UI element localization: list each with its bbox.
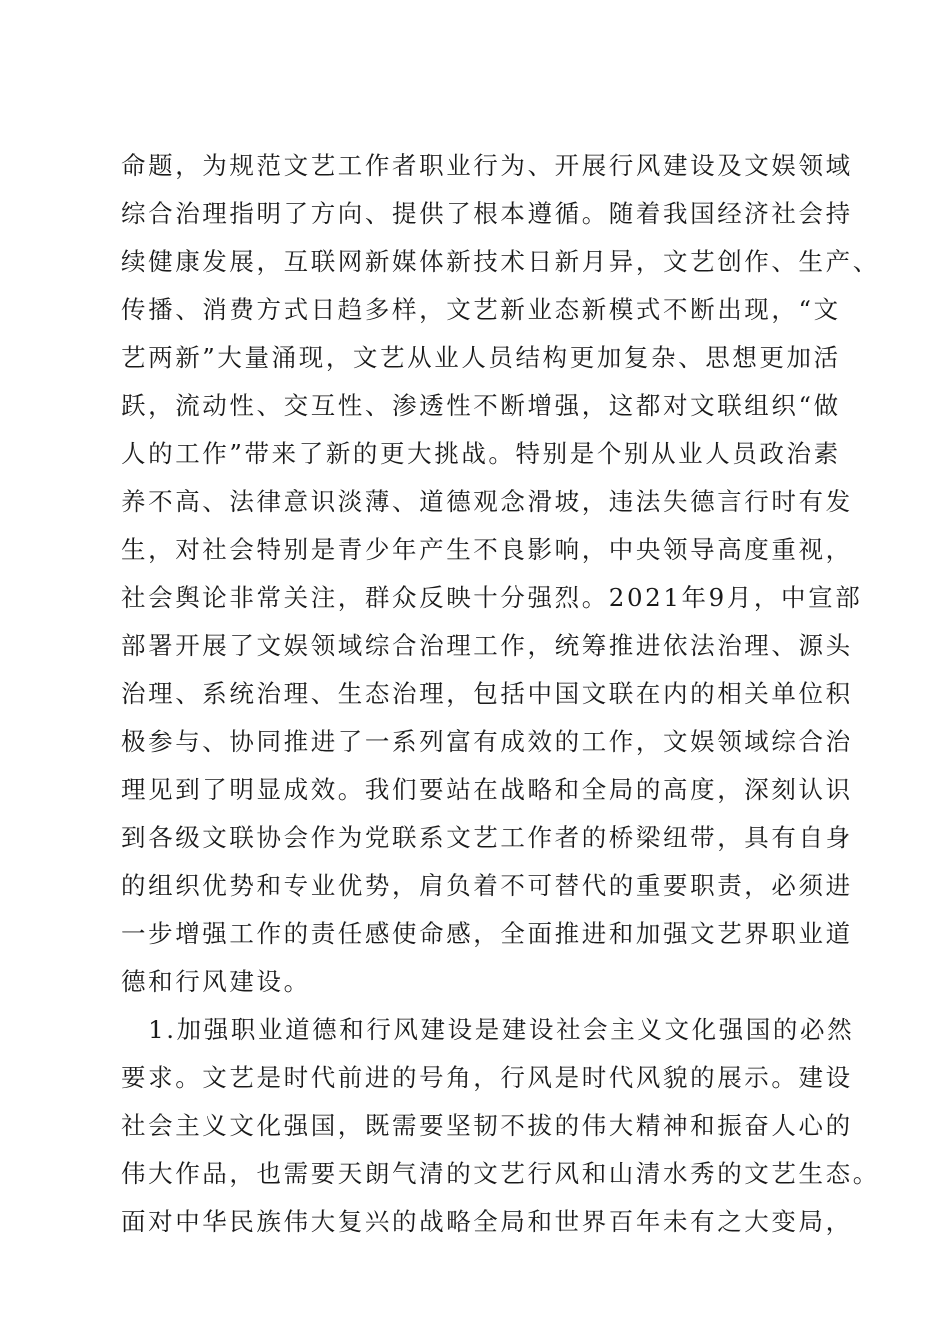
text-line: 伟大作品，也需要天朗气清的文艺行风和山清水秀的文艺生态。 [121, 1159, 880, 1188]
text-line: 要求。文艺是时代前进的号角，行风是时代风貌的展示。建设 [121, 1063, 853, 1092]
text-line: 传播、消费方式日趋多样，文艺新业态新模式不断出现，“文 [121, 295, 841, 324]
text-line: 养不高、法律意识淡薄、道德观念滑坡，违法失德言行时有发 [121, 487, 853, 516]
text-line: 艺两新”大量涌现，文艺从业人员结构更加复杂、思想更加活 [121, 343, 841, 372]
text-line: 人的工作”带来了新的更大挑战。特别是个别从业人员政治素 [121, 439, 841, 468]
text-line: 综合治理指明了方向、提供了根本遵循。随着我国经济社会持 [121, 199, 853, 228]
text-line: 理见到了明显成效。我们要站在战略和全局的高度，深刻认识 [121, 775, 853, 804]
text-line: 命题，为规范文艺工作者职业行为、开展行风建设及文娱领域 [121, 151, 853, 180]
text-line: 续健康发展，互联网新媒体新技术日新月异，文艺创作、生产、 [121, 247, 880, 276]
text-line: 德和行风建设。 [121, 967, 311, 996]
text-line: 到各级文联协会作为党联系文艺工作者的桥梁纽带，具有自身 [121, 823, 853, 852]
text-line: 极参与、协同推进了一系列富有成效的工作，文娱领域综合治 [121, 727, 853, 756]
text-line: 面对中华民族伟大复兴的战略全局和世界百年未有之大变局， [121, 1207, 853, 1236]
text-line: 跃，流动性、交互性、渗透性不断增强，这都对文联组织“做 [121, 391, 841, 420]
text-line: 生，对社会特别是青少年产生不良影响，中央领导高度重视， [121, 535, 853, 564]
text-line: 的组织优势和专业优势，肩负着不可替代的重要职责，必须进 [121, 871, 853, 900]
text-line: 部署开展了文娱领域综合治理工作，统筹推进依法治理、源头 [121, 631, 853, 660]
text-line: 治理、系统治理、生态治理，包括中国文联在内的相关单位积 [121, 679, 853, 708]
text-line: 社会主义文化强国，既需要坚韧不拔的伟大精神和振奋人心的 [121, 1111, 853, 1140]
text-line: 一步增强工作的责任感使命感，全面推进和加强文艺界职业道 [121, 919, 853, 948]
body-text [121, 142, 880, 1246]
text-line: 社会舆论非常关注，群众反映十分强烈。2021年9月，中宣部 [121, 583, 863, 612]
text-line: 1.加强职业道德和行风建设是建设社会主义文化强国的必然 [121, 1015, 855, 1044]
